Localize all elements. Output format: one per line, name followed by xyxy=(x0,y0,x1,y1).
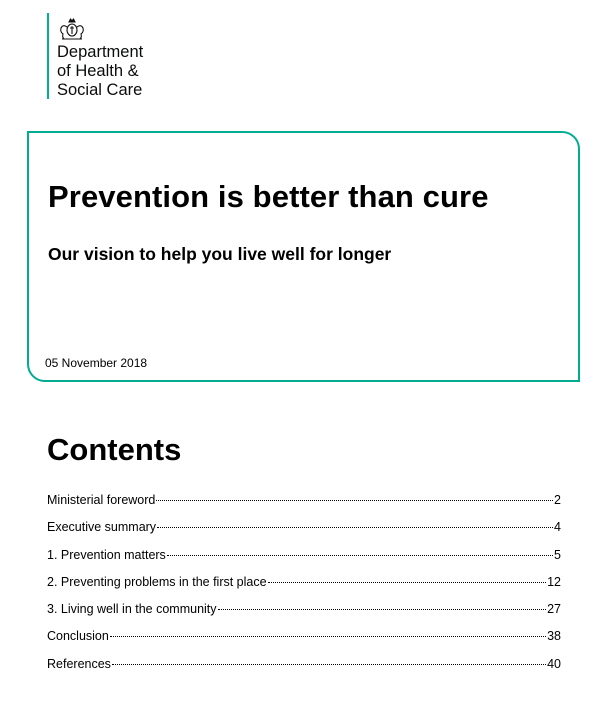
toc-item-living-well[interactable] xyxy=(47,602,561,629)
royal-coat-of-arms-icon xyxy=(57,15,87,41)
toc-dot-leader xyxy=(268,582,547,583)
toc-page-number: 38 xyxy=(547,629,561,644)
toc-item-executive-summary[interactable] xyxy=(47,520,561,547)
toc-dot-leader xyxy=(157,527,553,528)
toc-item-label: Ministerial foreword xyxy=(47,493,156,507)
toc-item-label: Conclusion xyxy=(47,629,109,644)
toc-page-number: 4 xyxy=(554,520,561,535)
contents-heading: Contents xyxy=(47,432,182,467)
table-of-contents xyxy=(47,493,561,684)
document-subtitle: Our vision to help you live well for longer xyxy=(48,244,392,264)
department-name-line: of Health & xyxy=(57,62,139,80)
toc-page-number: 2 xyxy=(554,493,561,507)
cover-title-box xyxy=(27,131,580,382)
toc-item-references[interactable] xyxy=(47,657,561,684)
toc-item-prevention-matters[interactable] xyxy=(47,548,561,575)
toc-item-preventing-problems[interactable] xyxy=(47,575,561,602)
toc-dot-leader xyxy=(110,636,546,637)
toc-page-number: 40 xyxy=(547,656,561,671)
toc-dot-leader xyxy=(218,609,547,610)
toc-item-label: References xyxy=(47,656,111,671)
publication-date: 05 November 2018 xyxy=(45,356,148,370)
toc-item-conclusion[interactable] xyxy=(47,629,561,656)
toc-dot-leader xyxy=(112,664,546,665)
toc-page-number: 27 xyxy=(547,602,561,617)
department-name-line: Department xyxy=(57,43,144,61)
department-name xyxy=(57,43,177,100)
toc-item-label: 1. Prevention matters xyxy=(47,547,166,562)
document-title: Prevention is better than cure xyxy=(48,179,489,214)
toc-dot-leader xyxy=(167,555,553,556)
department-name-line: Social Care xyxy=(57,81,143,99)
department-logo xyxy=(47,13,144,99)
toc-item-label: 2. Preventing problems in the first place xyxy=(47,574,267,589)
toc-item-ministerial-foreword[interactable] xyxy=(47,493,561,520)
toc-page-number: 12 xyxy=(547,574,561,589)
toc-item-label: 3. Living well in the community xyxy=(47,602,217,617)
toc-item-label: Executive summary xyxy=(47,520,157,535)
toc-page-number: 5 xyxy=(554,547,561,562)
toc-dot-leader xyxy=(156,500,553,501)
